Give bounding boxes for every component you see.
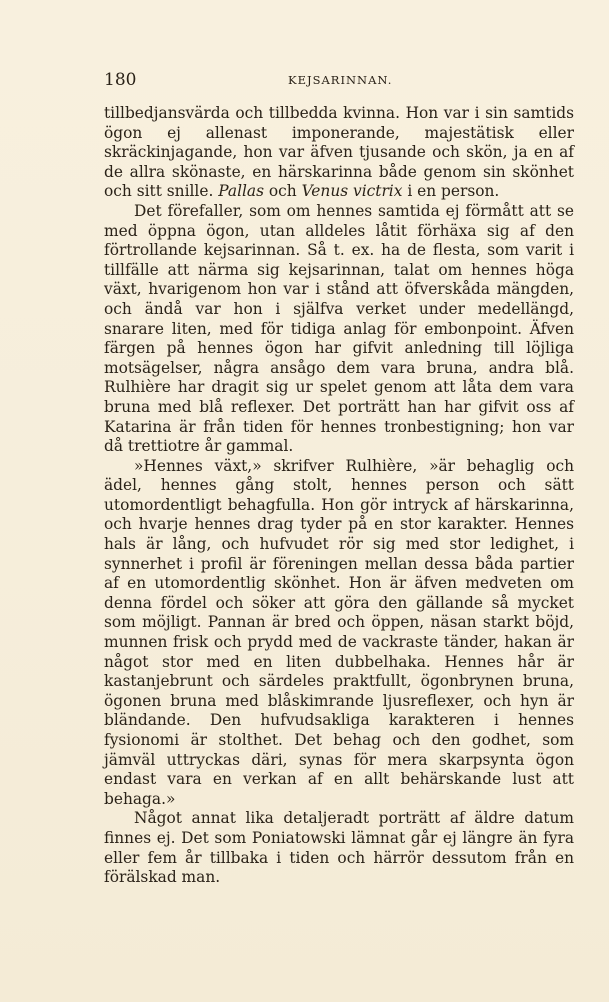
page-number: 180 <box>104 70 137 90</box>
text-run: Det förefaller, som om hennes samtida ej förmått att se med öppna ögon, utan alldeles låtit förhäxa sig af den förtrollande kejsarinnan. Så t. ex. ha de flesta, som varit i tillfälle att närma sig kejsarinnan, talat om hennes höga växt, hvarigenom hon var i stånd att öfverskåda mängden, och ändå var hon i själfva verket under medellängd, snarare liten, med för tidiga anlag för embonpoint. Äfven färgen på hennes ögon har gifvit anledning till löjliga motsägelser, några ansågo dem vara bruna, andra blå. Rulhière har dragit sig ur spelet genom att låta dem vara bruna med blå reflexer. Det porträtt han har gifvit oss af Katarina är från tiden för hennes tronbestigning; hon var då trettiotre år gammal. <box>104 201 574 456</box>
body-text <box>104 104 574 888</box>
text-run: och <box>264 182 302 201</box>
paragraph <box>104 202 574 457</box>
page-header <box>104 70 574 94</box>
text-run: tillbedjansvärda och tillbedda kvinna. Hon var i sin samtids ögon ej allenast imponerande, majestätisk eller skräckinjagande, hon var äfven tjusande och skön, ja en af de allra skönaste, en härskarinna både genom sin skönhet och sitt snille. <box>104 104 574 201</box>
text-run: »Hennes växt,» skrifver Rulhière, »är behaglig och ädel, hennes gång stolt, hennes person och sätt utomordentligt behagfulla. Hon gör intryck af härskarinna, och hvarje hennes drag tyder på en stor karakter. Hennes hals är lång, och hufvudet rör sig med stor ledighet, i synnerhet i profil är föreningen mellan dessa båda partier af en utomordentlig skönhet. Hon är äfven medveten om denna fördel och söker att göra den gällande så mycket som möjligt. Pannan är bred och öppen, näsan starkt böjd, munnen frisk och prydd med de vackraste tänder, hakan är något stor med en liten dubbelhaka. Hennes hår är kastanjebrunt och särdeles praktfullt, ögonbrynen bruna, ögonen bruna med blåskimrande ljusreflexer, och hyn är bländande. Den hufvudsakliga karakteren i hennes fysionomi är stolthet. Det behag och den godhet, som jämväl uttryckas däri, synas för mera skarpsynta ögon endast vara en verkan af en allt behärskande lust att behaga.» <box>104 456 574 808</box>
paragraph <box>104 104 574 202</box>
italic-text: Pallas <box>218 182 265 201</box>
text-run: i en person. <box>402 182 500 201</box>
running-title: KEJSARINNAN. <box>288 73 393 87</box>
italic-text: Venus victrix <box>301 182 403 201</box>
paragraph <box>104 457 574 810</box>
text-run: Något annat lika detaljeradt porträtt af äldre datum finnes ej. Det som Poniatowski lämnat går ej längre än fyra eller fem år tillbaka i tiden och härrör dessutom från en förälskad man. <box>104 809 574 887</box>
paragraph <box>104 809 574 887</box>
